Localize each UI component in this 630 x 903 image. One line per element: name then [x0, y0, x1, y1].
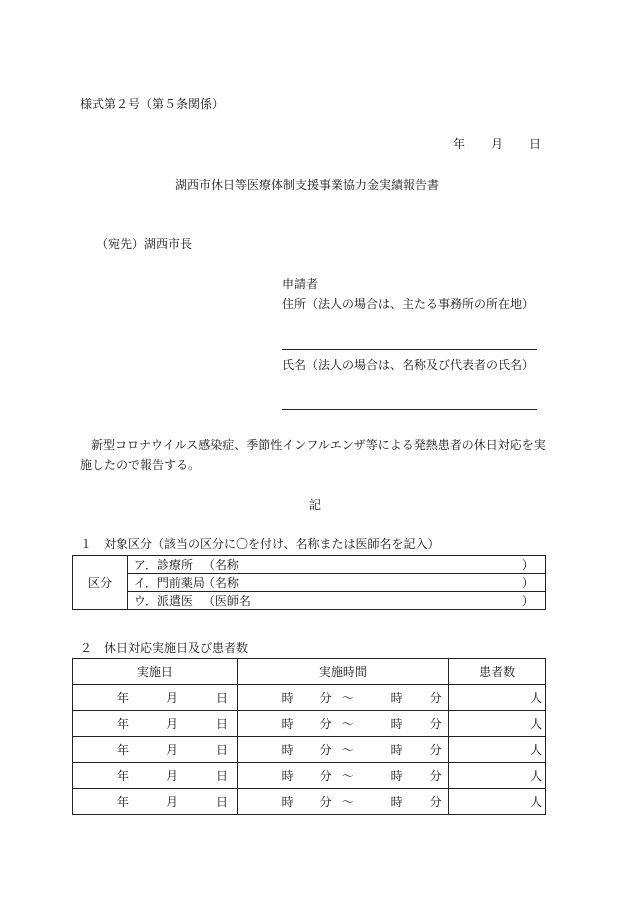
end-minute-unit: 分: [429, 768, 442, 783]
header-date-label: 実施日: [136, 664, 173, 679]
section1-heading: １ 対象区分（該当の区分に〇を付け、名称または医師名を記入）: [80, 537, 440, 551]
month-unit: 月: [166, 768, 179, 783]
category-field-close: ）: [521, 557, 534, 572]
table-row: [73, 685, 546, 711]
start-hour-unit: 時: [281, 768, 294, 783]
category-field-label: （名称: [202, 557, 239, 572]
month-unit: 月: [166, 716, 179, 731]
name-field[interactable]: [282, 409, 537, 410]
tilde-separator: ～: [341, 716, 354, 731]
table-row: [73, 737, 546, 763]
header-time: [237, 659, 449, 685]
time-cell[interactable]: [237, 763, 449, 789]
table-header-row: [73, 659, 546, 685]
date-cell[interactable]: [73, 737, 238, 763]
category-row: [73, 574, 546, 592]
start-hour-unit: 時: [281, 690, 294, 705]
day-unit: 日: [216, 794, 229, 809]
addressee: （宛先）湖西市長: [96, 237, 193, 251]
end-hour-unit: 時: [390, 742, 403, 757]
person-unit: 人: [530, 742, 543, 757]
person-unit: 人: [530, 768, 543, 783]
category-item: ア．診療所: [133, 557, 193, 572]
year-unit: 年: [117, 768, 130, 783]
year-unit: 年: [117, 716, 130, 731]
table-row: [73, 763, 546, 789]
start-minute-unit: 分: [319, 690, 332, 705]
category-table: [72, 555, 546, 610]
month-unit: 月: [166, 794, 179, 809]
form-number: 様式第２号（第５条関係）: [80, 97, 225, 111]
address-label: 住所（法人の場合は、主たる事務所の所在地）: [282, 297, 535, 311]
start-minute-unit: 分: [319, 716, 332, 731]
service-day-table: [72, 658, 546, 815]
patients-cell[interactable]: [449, 789, 546, 815]
name-label: 氏名（法人の場合は、名称及び代表者の氏名）: [282, 358, 535, 372]
day-unit: 日: [216, 716, 229, 731]
tilde-separator: ～: [341, 768, 354, 783]
day-unit: 日: [216, 768, 229, 783]
body-text-line2: 施したので報告する。: [80, 458, 201, 472]
start-hour-unit: 時: [281, 794, 294, 809]
end-minute-unit: 分: [429, 742, 442, 757]
start-hour-unit: 時: [281, 742, 294, 757]
applicant-label: 申請者: [282, 277, 319, 291]
time-cell[interactable]: [237, 737, 449, 763]
year-unit: 年: [117, 742, 130, 757]
patients-cell[interactable]: [449, 711, 546, 737]
date-cell[interactable]: [73, 711, 238, 737]
date-cell[interactable]: [73, 789, 238, 815]
category-field-label: （医師名: [202, 593, 251, 608]
category-field-label: （名称: [202, 575, 239, 590]
date-month: 月: [491, 137, 504, 151]
document-title: 湖西市休日等医療体制支援事業協力金実績報告書: [175, 178, 440, 192]
end-hour-unit: 時: [390, 794, 403, 809]
date-year: 年: [453, 137, 466, 151]
end-hour-unit: 時: [390, 768, 403, 783]
day-unit: 日: [216, 690, 229, 705]
month-unit: 月: [166, 742, 179, 757]
start-hour-unit: 時: [281, 716, 294, 731]
time-cell[interactable]: [237, 685, 449, 711]
category-row: [73, 556, 546, 574]
category-label: 区分: [87, 575, 112, 590]
day-unit: 日: [216, 742, 229, 757]
person-unit: 人: [530, 794, 543, 809]
start-minute-unit: 分: [319, 794, 332, 809]
table-row: [73, 789, 546, 815]
patients-cell[interactable]: [449, 763, 546, 789]
header-patients: [449, 659, 546, 685]
patients-cell[interactable]: [449, 685, 546, 711]
category-option-cell[interactable]: [127, 574, 545, 592]
category-field-close: ）: [521, 575, 534, 590]
year-unit: 年: [117, 794, 130, 809]
time-cell[interactable]: [237, 789, 449, 815]
header-patients-label: 患者数: [479, 664, 516, 679]
category-option-cell[interactable]: [127, 556, 545, 574]
category-item: ウ．派遣医: [133, 593, 193, 608]
date-cell[interactable]: [73, 685, 238, 711]
table-row: [73, 711, 546, 737]
category-label-cell: [73, 556, 128, 610]
patients-cell[interactable]: [449, 737, 546, 763]
header-date: [73, 659, 238, 685]
end-minute-unit: 分: [429, 690, 442, 705]
end-minute-unit: 分: [429, 716, 442, 731]
address-field[interactable]: [282, 349, 537, 350]
header-time-label: 実施時間: [318, 664, 367, 679]
tilde-separator: ～: [341, 742, 354, 757]
tilde-separator: ～: [341, 794, 354, 809]
person-unit: 人: [530, 716, 543, 731]
date-day: 日: [529, 137, 542, 151]
section2-heading: ２ 休日対応実施日及び患者数: [80, 641, 249, 655]
ki-heading: 記: [309, 498, 322, 512]
end-hour-unit: 時: [390, 690, 403, 705]
category-field-close: ）: [521, 593, 534, 608]
date-cell[interactable]: [73, 763, 238, 789]
start-minute-unit: 分: [319, 768, 332, 783]
category-option-cell[interactable]: [127, 592, 545, 610]
person-unit: 人: [530, 690, 543, 705]
end-hour-unit: 時: [390, 716, 403, 731]
start-minute-unit: 分: [319, 742, 332, 757]
category-row: [73, 592, 546, 610]
time-cell[interactable]: [237, 711, 449, 737]
body-text-line1: 新型コロナウイルス感染症、季節性インフルエンザ等による発熱患者の休日対応を実: [91, 438, 546, 452]
year-unit: 年: [117, 690, 130, 705]
category-item: イ．門前薬局: [133, 575, 205, 590]
tilde-separator: ～: [341, 690, 354, 705]
end-minute-unit: 分: [429, 794, 442, 809]
month-unit: 月: [166, 690, 179, 705]
